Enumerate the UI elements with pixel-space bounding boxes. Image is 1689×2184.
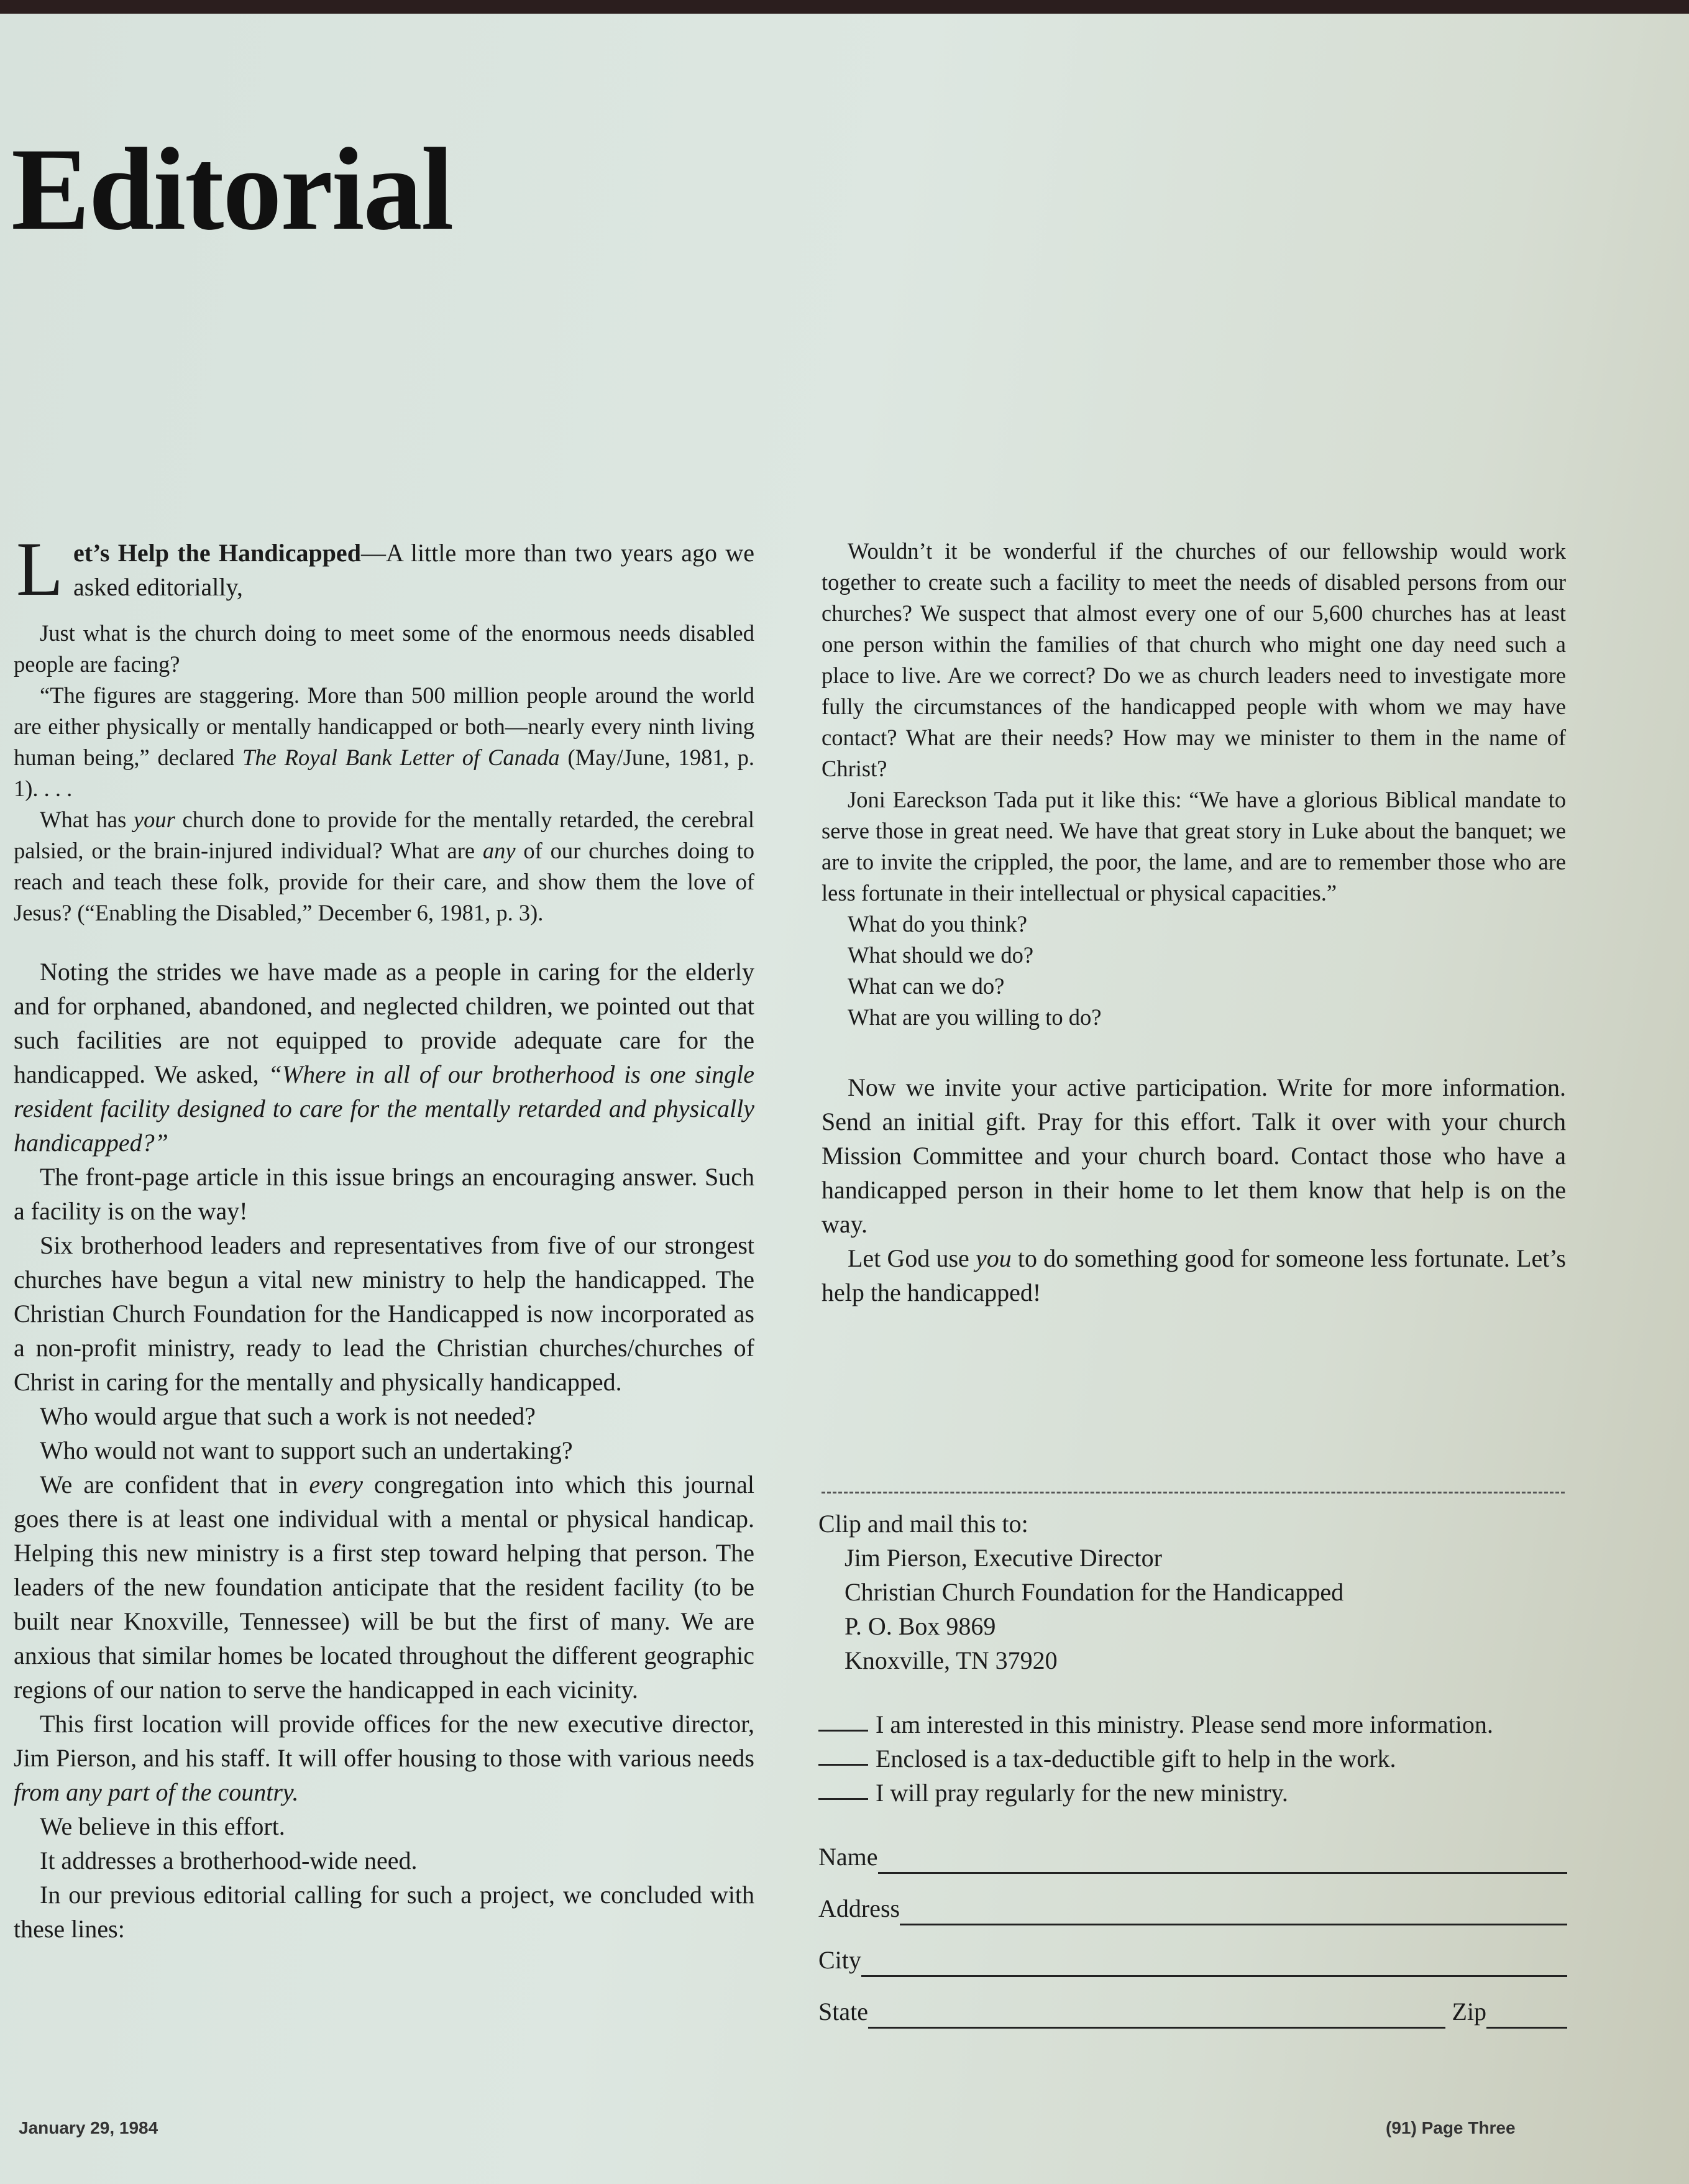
name-label: Name bbox=[818, 1843, 878, 1871]
option-label: I will pray regularly for the new ministry. bbox=[876, 1779, 1288, 1807]
option-label: I am interested in this ministry. Please send more information. bbox=[876, 1710, 1493, 1738]
state-label: State bbox=[818, 1998, 868, 2026]
drop-cap: L bbox=[16, 526, 63, 612]
checkbox-option-gift[interactable] bbox=[818, 1741, 1567, 1776]
body-paragraph: We are confident that in every congregation into which this journal goes there is at least one individual with a mental or physical handicap. Helping this new ministry is a first step toward helping that person. The leaders of the new foundation anticipate that the resident facility (to be built near Knoxville, Tennessee) will be but the first of many. We are anxious that similar homes be located throughout the different geographic regions of our nation to serve the handicapped in each vicinity. bbox=[14, 1471, 754, 1704]
left-column bbox=[14, 526, 754, 1946]
right-column bbox=[822, 536, 1566, 1310]
body-paragraph: Who would not want to support such an undertaking? bbox=[40, 1436, 573, 1464]
state-blank[interactable] bbox=[868, 2008, 1445, 2029]
name-blank[interactable] bbox=[878, 1853, 1567, 1874]
page-title: Editorial bbox=[11, 124, 453, 255]
question-line: What can we do? bbox=[848, 973, 1005, 999]
mail-in-coupon bbox=[818, 1507, 1567, 2046]
city-label: City bbox=[818, 1946, 861, 1974]
check-blank[interactable] bbox=[818, 1776, 868, 1800]
zip-blank[interactable] bbox=[1486, 2008, 1567, 2029]
body-paragraph: Let God use you to do something good for someone less fortunate. Let’s help the handicapped! bbox=[822, 1244, 1566, 1306]
address-field[interactable] bbox=[818, 1891, 1567, 1925]
question-line: What do you think? bbox=[848, 911, 1027, 937]
footer-page-number: (91) Page Three bbox=[1386, 2118, 1516, 2137]
address-blank[interactable] bbox=[900, 1905, 1567, 1925]
lead-heading: et’s Help the Handicapped bbox=[73, 539, 361, 567]
zip-label: Zip bbox=[1452, 1998, 1486, 2026]
check-blank[interactable] bbox=[818, 1741, 868, 1766]
quote-paragraph: What has your church done to provide for the mentally retarded, the cerebral palsied, or the brain-injured individual? What are any of our churches doing to reach and teach these folk, provide for their care, and show them the love of Jesus? (“Enabling the Disabled,” December 6, 1981, p. 3). bbox=[14, 807, 754, 925]
quote-paragraph: Wouldn’t it be wonderful if the churches of our fellowship would work together to create such a facility to meet the needs of disabled persons from our churches? We suspect that almost every one of our 5,600 churches has at least one person within the families of that church who might one day need such a place to live. Are we correct? Do we as church leaders need to investigate more fully the circumstances of the handicapped people with whom we may have contact? What are their needs? How may we minister to them in the name of Christ? bbox=[822, 538, 1566, 781]
top-edge-band bbox=[0, 0, 1689, 14]
lead-paragraph bbox=[14, 526, 754, 612]
quote-paragraph: “The figures are staggering. More than 500 million people around the world are either physically or mentally handicapped or both—nearly every ninth living human being,” declared The Royal Bank Letter of Canada (May/June, 1981, p. 1). . . . bbox=[14, 682, 754, 801]
body-paragraph: This first location will provide offices for the new executive director, Jim Pierson, and his staff. It will offer housing to those with various needs from any part of the country. bbox=[14, 1710, 754, 1806]
address-label: Address bbox=[818, 1894, 900, 1922]
city-field[interactable] bbox=[818, 1943, 1567, 1977]
body-paragraph: Who would argue that such a work is not needed? bbox=[40, 1402, 536, 1430]
checkbox-option-interested[interactable] bbox=[818, 1707, 1567, 1741]
address-line: Jim Pierson, Executive Director bbox=[844, 1544, 1162, 1572]
state-zip-field[interactable] bbox=[818, 1994, 1567, 2029]
body-paragraph: We believe in this effort. bbox=[40, 1812, 285, 1840]
quote-paragraph: Just what is the church doing to meet some of the enormous needs disabled people are facing? bbox=[14, 620, 754, 677]
option-label: Enclosed is a tax-deductible gift to help in the work. bbox=[876, 1745, 1396, 1773]
body-paragraph: The front-page article in this issue brings an encouraging answer. Such a facility is on the way! bbox=[14, 1163, 754, 1225]
coupon-intro: Clip and mail this to: bbox=[818, 1510, 1028, 1538]
quote-paragraph: Joni Eareckson Tada put it like this: “We have a glorious Biblical mandate to serve those in great need. We have that great story in Luke about the banquet; we are to invite the crippled, the poor, the lame, and are to remember those who are less fortunate in their intellectual or physical capacities.” bbox=[822, 787, 1566, 906]
city-blank[interactable] bbox=[861, 1957, 1567, 1977]
check-blank[interactable] bbox=[818, 1707, 868, 1732]
address-line: Knoxville, TN 37920 bbox=[844, 1646, 1058, 1674]
address-line: Christian Church Foundation for the Handicapped bbox=[844, 1578, 1344, 1606]
question-line: What should we do? bbox=[848, 942, 1034, 968]
name-field[interactable] bbox=[818, 1840, 1567, 1874]
body-paragraph: In our previous editorial calling for such a project, we concluded with these lines: bbox=[14, 1881, 754, 1943]
body-paragraph: Noting the strides we have made as a people in caring for the elderly and for orphaned, abandoned, and neglected children, we pointed out that such facilities are not equipped to provide adequate care for the handicapped. We asked, “Where in all of our brotherhood is one single resident facility designed to care for the mentally retarded and physically handicapped?” bbox=[14, 958, 754, 1157]
quoted-editorial-continued bbox=[822, 536, 1566, 1033]
lead-text: —A little more than two years ago we asked editorially, bbox=[73, 539, 754, 601]
coupon-cut-line bbox=[822, 1492, 1565, 1493]
checkbox-option-pray[interactable] bbox=[818, 1776, 1567, 1810]
body-paragraph: It addresses a brotherhood-wide need. bbox=[40, 1847, 418, 1874]
footer-date: January 29, 1984 bbox=[19, 2118, 158, 2137]
quoted-editorial bbox=[14, 618, 754, 929]
address-line: P. O. Box 9869 bbox=[844, 1612, 996, 1640]
question-line: What are you willing to do? bbox=[848, 1004, 1102, 1030]
body-paragraph: Now we invite your active participation. Write for more information. Send an initial gift. Pray for this effort. Talk it over with your church Mission Committee and your church board. Contact those who have a handicapped person in their home to let them know that help is on the way. bbox=[822, 1073, 1566, 1238]
body-paragraph: Six brotherhood leaders and representatives from five of our strongest churches have begun a vital new ministry to help the handicapped. The Christian Church Foundation for the Handicapped is now incorporated as a non-profit ministry, ready to lead the Christian churches/churches of Christ in caring for the mentally and physically handicapped. bbox=[14, 1231, 754, 1396]
